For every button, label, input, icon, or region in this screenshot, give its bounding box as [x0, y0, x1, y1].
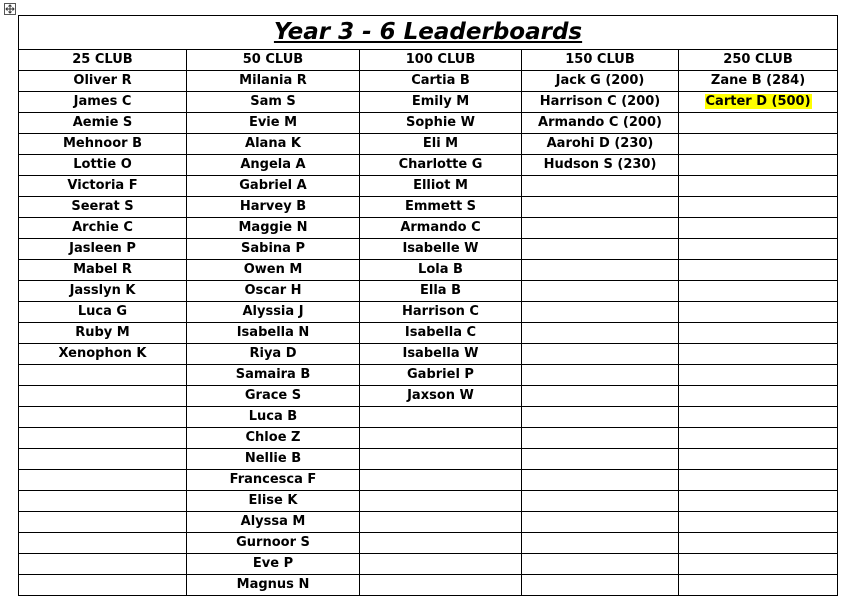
table-row	[19, 554, 838, 575]
cell-100-club[interactable]: Gabriel P	[360, 365, 522, 386]
leaderboard-table	[18, 15, 838, 596]
cell-250-club[interactable]	[679, 92, 838, 113]
table-row	[19, 470, 838, 491]
cell-50-club[interactable]: Isabella N	[187, 323, 360, 344]
cell-100-club[interactable]	[360, 407, 522, 428]
cell-150-club[interactable]: Hudson S (230)	[522, 155, 679, 176]
column-header-250-club[interactable]: 250 CLUB	[679, 50, 838, 71]
table-row	[19, 239, 838, 260]
table-row	[19, 260, 838, 281]
cell-250-club[interactable]	[679, 386, 838, 407]
cell-150-club[interactable]	[522, 512, 679, 533]
cell-250-club[interactable]	[679, 491, 838, 512]
table-row	[19, 281, 838, 302]
cell-250-club[interactable]	[679, 344, 838, 365]
table-row	[19, 449, 838, 470]
table-row	[19, 302, 838, 323]
cell-25-club[interactable]	[19, 491, 187, 512]
cell-100-club[interactable]	[360, 491, 522, 512]
cell-150-club[interactable]	[522, 449, 679, 470]
table-row	[19, 218, 838, 239]
cell-250-club[interactable]	[679, 449, 838, 470]
cell-150-club[interactable]	[522, 218, 679, 239]
cell-100-club[interactable]: Elliot M	[360, 176, 522, 197]
column-header-25-club[interactable]: 25 CLUB	[19, 50, 187, 71]
cell-25-club[interactable]	[19, 575, 187, 596]
cell-50-club[interactable]: Samaira B	[187, 365, 360, 386]
column-header-150-club[interactable]: 150 CLUB	[522, 50, 679, 71]
cell-25-club[interactable]	[19, 407, 187, 428]
cell-250-club[interactable]	[679, 197, 838, 218]
cell-250-club[interactable]	[679, 554, 838, 575]
cell-25-club[interactable]: James C	[19, 92, 187, 113]
cell-25-club[interactable]: Oliver R	[19, 71, 187, 92]
cell-25-club[interactable]	[19, 470, 187, 491]
table-row	[19, 197, 838, 218]
title-row	[19, 16, 838, 50]
table-row	[19, 92, 838, 113]
cell-50-club[interactable]: Milania R	[187, 71, 360, 92]
cell-100-club[interactable]: Ella B	[360, 281, 522, 302]
cell-50-club[interactable]: Eve P	[187, 554, 360, 575]
cell-25-club[interactable]: Mehnoor B	[19, 134, 187, 155]
cell-50-club[interactable]: Alyssa M	[187, 512, 360, 533]
cell-150-club[interactable]	[522, 470, 679, 491]
cell-25-club[interactable]: Seerat S	[19, 197, 187, 218]
table-row	[19, 386, 838, 407]
cell-100-club[interactable]: Isabella W	[360, 344, 522, 365]
table-row	[19, 533, 838, 554]
cell-250-club[interactable]	[679, 323, 838, 344]
cell-50-club[interactable]: Evie M	[187, 113, 360, 134]
cell-25-club[interactable]: Victoria F	[19, 176, 187, 197]
cell-100-club[interactable]	[360, 470, 522, 491]
cell-25-club[interactable]: Ruby M	[19, 323, 187, 344]
cell-150-club[interactable]	[522, 554, 679, 575]
cell-50-club[interactable]: Alana K	[187, 134, 360, 155]
cell-100-club[interactable]: Isabelle W	[360, 239, 522, 260]
cell-50-club[interactable]: Harvey B	[187, 197, 360, 218]
cell-150-club[interactable]	[522, 239, 679, 260]
cell-150-club[interactable]	[522, 365, 679, 386]
column-header-100-club[interactable]: 100 CLUB	[360, 50, 522, 71]
cell-250-club[interactable]	[679, 281, 838, 302]
cell-250-club[interactable]	[679, 176, 838, 197]
table-row	[19, 155, 838, 176]
cell-150-club[interactable]	[522, 323, 679, 344]
cell-150-club[interactable]: Aarohi D (230)	[522, 134, 679, 155]
cell-50-club[interactable]: Chloe Z	[187, 428, 360, 449]
cell-250-club[interactable]	[679, 365, 838, 386]
cell-150-club[interactable]	[522, 344, 679, 365]
cell-250-club[interactable]	[679, 239, 838, 260]
cell-100-club[interactable]: Emmett S	[360, 197, 522, 218]
move-arrows-icon	[5, 4, 15, 14]
cell-250-club[interactable]	[679, 113, 838, 134]
cell-25-club[interactable]	[19, 386, 187, 407]
cell-25-club[interactable]	[19, 554, 187, 575]
cell-150-club[interactable]: Harrison C (200)	[522, 92, 679, 113]
cell-150-club[interactable]	[522, 197, 679, 218]
table-row	[19, 113, 838, 134]
cell-50-club[interactable]: Luca B	[187, 407, 360, 428]
cell-150-club[interactable]	[522, 302, 679, 323]
cell-50-club[interactable]: Oscar H	[187, 281, 360, 302]
cell-150-club[interactable]	[522, 407, 679, 428]
cell-100-club[interactable]: Sophie W	[360, 113, 522, 134]
cell-100-club[interactable]	[360, 512, 522, 533]
page-title[interactable]: Year 3 - 6 Leaderboards	[19, 16, 838, 50]
cell-250-club[interactable]	[679, 302, 838, 323]
cell-50-club[interactable]: Owen M	[187, 260, 360, 281]
cell-50-club[interactable]: Maggie N	[187, 218, 360, 239]
cell-25-club[interactable]: Aemie S	[19, 113, 187, 134]
cell-150-club[interactable]	[522, 575, 679, 596]
cell-50-club[interactable]: Nellie B	[187, 449, 360, 470]
cell-150-club[interactable]: Jack G (200)	[522, 71, 679, 92]
cell-50-club[interactable]: Francesca F	[187, 470, 360, 491]
table-row	[19, 491, 838, 512]
table-row	[19, 323, 838, 344]
highlighted-entry: Carter D (500)	[705, 94, 811, 109]
cell-150-club[interactable]	[522, 491, 679, 512]
cell-150-club[interactable]	[522, 428, 679, 449]
cell-250-club[interactable]	[679, 575, 838, 596]
table-row	[19, 176, 838, 197]
cell-25-club[interactable]: Archie C	[19, 218, 187, 239]
table-row	[19, 134, 838, 155]
cell-250-club[interactable]	[679, 218, 838, 239]
cell-100-club[interactable]	[360, 428, 522, 449]
cell-100-club[interactable]: Harrison C	[360, 302, 522, 323]
cell-100-club[interactable]	[360, 449, 522, 470]
cell-100-club[interactable]: Lola B	[360, 260, 522, 281]
cell-250-club[interactable]	[679, 155, 838, 176]
cell-25-club[interactable]: Xenophon K	[19, 344, 187, 365]
cell-250-club[interactable]	[679, 428, 838, 449]
cell-50-club[interactable]: Grace S	[187, 386, 360, 407]
cell-100-club[interactable]: Emily M	[360, 92, 522, 113]
cell-50-club[interactable]: Alyssia J	[187, 302, 360, 323]
cell-25-club[interactable]: Jasleen P	[19, 239, 187, 260]
cell-100-club[interactable]	[360, 533, 522, 554]
cell-25-club[interactable]: Luca G	[19, 302, 187, 323]
cell-100-club[interactable]: Isabella C	[360, 323, 522, 344]
cell-50-club[interactable]: Gabriel A	[187, 176, 360, 197]
cell-100-club[interactable]: Eli M	[360, 134, 522, 155]
cell-250-club[interactable]	[679, 470, 838, 491]
leaderboard-body	[19, 71, 838, 596]
cell-25-club[interactable]: Mabel R	[19, 260, 187, 281]
cell-150-club[interactable]	[522, 281, 679, 302]
header-row	[19, 50, 838, 71]
column-header-50-club[interactable]: 50 CLUB	[187, 50, 360, 71]
table-row	[19, 344, 838, 365]
cell-250-club[interactable]	[679, 512, 838, 533]
cell-150-club[interactable]	[522, 176, 679, 197]
cell-150-club[interactable]	[522, 260, 679, 281]
cell-25-club[interactable]	[19, 512, 187, 533]
cell-250-club[interactable]	[679, 260, 838, 281]
cell-50-club[interactable]: Riya D	[187, 344, 360, 365]
cell-250-club[interactable]: Zane B (284)	[679, 71, 838, 92]
table-move-handle-icon[interactable]	[4, 3, 16, 15]
cell-150-club[interactable]	[522, 386, 679, 407]
cell-50-club[interactable]: Angela A	[187, 155, 360, 176]
cell-25-club[interactable]	[19, 449, 187, 470]
cell-25-club[interactable]: Lottie O	[19, 155, 187, 176]
cell-250-club[interactable]	[679, 533, 838, 554]
cell-50-club[interactable]: Gurnoor S	[187, 533, 360, 554]
table-row	[19, 71, 838, 92]
cell-100-club[interactable]: Jaxson W	[360, 386, 522, 407]
cell-100-club[interactable]	[360, 554, 522, 575]
cell-150-club[interactable]	[522, 533, 679, 554]
table-row	[19, 428, 838, 449]
cell-50-club[interactable]: Sabina P	[187, 239, 360, 260]
cell-25-club[interactable]	[19, 365, 187, 386]
cell-100-club[interactable]: Armando C	[360, 218, 522, 239]
cell-100-club[interactable]	[360, 575, 522, 596]
cell-25-club[interactable]	[19, 533, 187, 554]
cell-50-club[interactable]: Magnus N	[187, 575, 360, 596]
cell-50-club[interactable]: Sam S	[187, 92, 360, 113]
table-row	[19, 575, 838, 596]
cell-250-club[interactable]	[679, 134, 838, 155]
table-row	[19, 365, 838, 386]
cell-250-club[interactable]	[679, 407, 838, 428]
cell-150-club[interactable]: Armando C (200)	[522, 113, 679, 134]
cell-100-club[interactable]: Charlotte G	[360, 155, 522, 176]
cell-100-club[interactable]: Cartia B	[360, 71, 522, 92]
cell-25-club[interactable]: Jasslyn K	[19, 281, 187, 302]
table-row	[19, 407, 838, 428]
cell-50-club[interactable]: Elise K	[187, 491, 360, 512]
table-row	[19, 512, 838, 533]
cell-25-club[interactable]	[19, 428, 187, 449]
